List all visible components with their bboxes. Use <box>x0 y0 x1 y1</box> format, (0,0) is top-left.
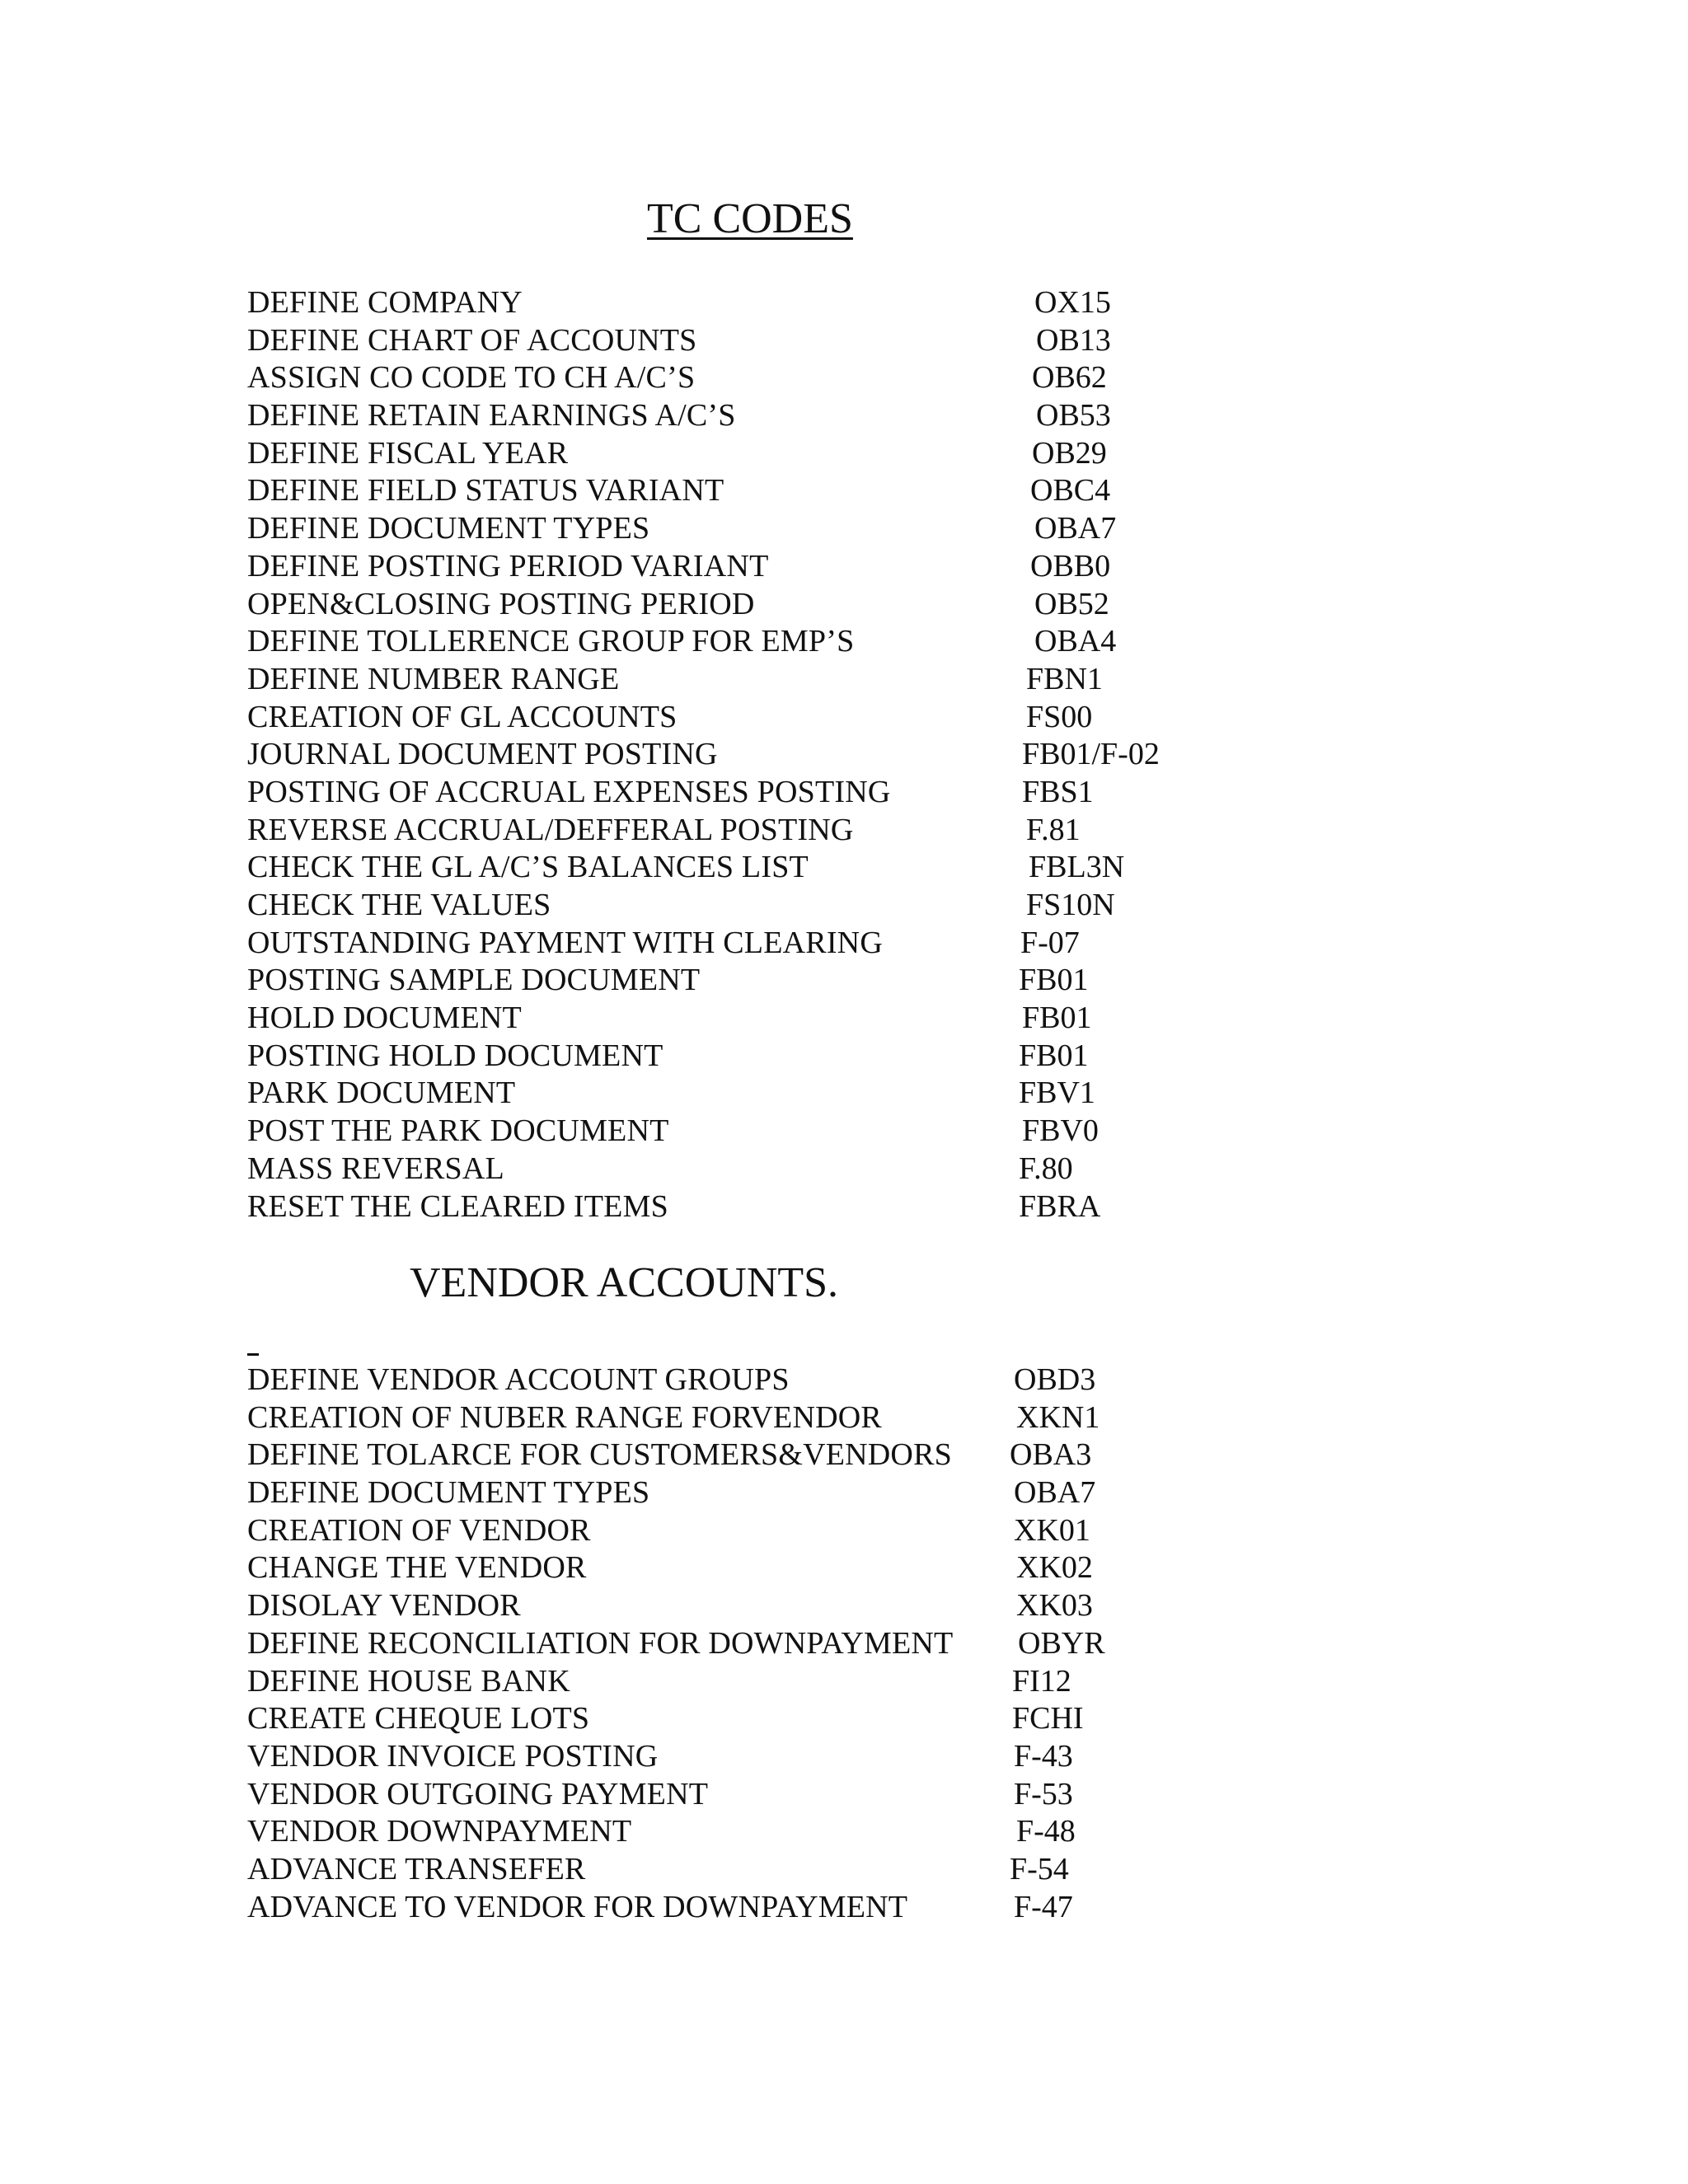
list-item <box>0 1587 1688 1625</box>
item-label: DISOLAY VENDOR <box>247 1588 521 1624</box>
section-title-vendor-accounts: VENDOR ACCOUNTS. <box>410 1259 839 1306</box>
list-item <box>0 397 1688 435</box>
item-code: F.81 <box>1026 812 1081 847</box>
item-label: CREATION OF NUBER RANGE FORVENDOR <box>247 1399 882 1435</box>
item-code: FCHI <box>1012 1701 1084 1736</box>
item-code: F.80 <box>1019 1151 1073 1186</box>
list-item <box>0 1512 1688 1550</box>
item-code: XKN1 <box>1016 1399 1100 1435</box>
vendor-accounts-list <box>0 1361 1688 1926</box>
list-item <box>0 1738 1688 1776</box>
list-item <box>0 774 1688 812</box>
list-item <box>0 736 1688 774</box>
item-label: DEFINE TOLARCE FOR CUSTOMERS&VENDORS <box>247 1437 952 1473</box>
item-code: F-43 <box>1014 1738 1073 1774</box>
list-item <box>0 699 1688 737</box>
list-item <box>0 1038 1688 1076</box>
item-label: DEFINE COMPANY <box>247 285 523 320</box>
item-label: CREATION OF GL ACCOUNTS <box>247 699 678 734</box>
item-label: POST THE PARK DOCUMENT <box>247 1113 669 1149</box>
item-label: POSTING OF ACCRUAL EXPENSES POSTING <box>247 774 891 809</box>
list-item <box>0 1813 1688 1851</box>
list-item <box>0 1075 1688 1113</box>
item-label: CHECK THE VALUES <box>247 888 551 922</box>
list-item <box>0 435 1688 473</box>
item-label: ASSIGN CO CODE TO CH A/C’S <box>247 360 696 396</box>
list-item <box>0 322 1688 360</box>
item-code: FBS1 <box>1022 774 1094 809</box>
list-item <box>0 1851 1688 1889</box>
item-code: OB29 <box>1032 435 1107 471</box>
item-code: F-47 <box>1014 1889 1073 1924</box>
item-code: FI12 <box>1012 1663 1071 1699</box>
list-item <box>0 472 1688 510</box>
item-label: DEFINE POSTING PERIOD VARIANT <box>247 548 769 583</box>
item-code: OBC4 <box>1030 473 1111 509</box>
list-item <box>0 1188 1688 1226</box>
item-code: FBN1 <box>1026 661 1103 696</box>
item-label: ADVANCE TO VENDOR FOR DOWNPAYMENT <box>247 1889 908 1924</box>
list-item <box>0 1361 1688 1399</box>
item-label: DEFINE FIELD STATUS VARIANT <box>247 473 724 509</box>
item-label: POSTING SAMPLE DOCUMENT <box>247 963 701 998</box>
list-item <box>0 586 1688 624</box>
item-code: OX15 <box>1034 285 1111 320</box>
item-code: OBYR <box>1018 1625 1105 1661</box>
list-item <box>0 887 1688 925</box>
item-code: OBA4 <box>1034 624 1117 659</box>
list-item <box>0 812 1688 850</box>
item-code: FB01 <box>1022 1001 1092 1036</box>
list-item <box>0 925 1688 963</box>
list-item <box>0 1113 1688 1151</box>
list-item <box>0 1151 1688 1188</box>
item-code: OB62 <box>1032 360 1107 396</box>
item-label: DEFINE RECONCILIATION FOR DOWNPAYMENT <box>247 1625 954 1661</box>
item-code: F-53 <box>1014 1776 1073 1811</box>
item-label: CHANGE THE VENDOR <box>247 1550 587 1586</box>
list-item <box>0 1776 1688 1814</box>
item-code: OB52 <box>1034 586 1109 621</box>
item-code: FBV0 <box>1022 1113 1099 1149</box>
item-label: VENDOR DOWNPAYMENT <box>247 1814 632 1849</box>
item-code: FB01 <box>1019 1038 1089 1073</box>
item-label: OUTSTANDING PAYMENT WITH CLEARING <box>247 925 883 960</box>
item-label: DEFINE NUMBER RANGE <box>247 661 620 696</box>
item-code: OBD3 <box>1014 1362 1096 1397</box>
item-label: RESET THE CLEARED ITEMS <box>247 1188 668 1224</box>
list-item <box>0 510 1688 548</box>
item-label: CREATION OF VENDOR <box>247 1512 591 1548</box>
list-item <box>0 1700 1688 1738</box>
item-label: DEFINE CHART OF ACCOUNTS <box>247 322 697 358</box>
list-item <box>0 548 1688 586</box>
item-label: VENDOR OUTGOING PAYMENT <box>247 1776 709 1811</box>
item-label: PARK DOCUMENT <box>247 1076 516 1111</box>
item-code: FS10N <box>1026 888 1115 922</box>
item-label: DEFINE HOUSE BANK <box>247 1663 570 1699</box>
list-item <box>0 1889 1688 1927</box>
item-code: OBA7 <box>1034 511 1117 546</box>
item-label: VENDOR INVOICE POSTING <box>247 1738 659 1774</box>
tc-codes-list <box>0 284 1688 1226</box>
list-item <box>0 962 1688 1000</box>
list-item <box>0 284 1688 322</box>
stray-dash-mark <box>247 1353 259 1356</box>
item-label: HOLD DOCUMENT <box>247 1001 522 1036</box>
item-code: FB01/F-02 <box>1022 737 1160 772</box>
item-label: ADVANCE TRANSEFER <box>247 1851 586 1886</box>
item-code: OBA3 <box>1010 1437 1092 1473</box>
list-item <box>0 1436 1688 1474</box>
item-code: FS00 <box>1026 699 1093 734</box>
item-code: FBV1 <box>1019 1076 1095 1111</box>
item-code: FBRA <box>1019 1188 1101 1224</box>
item-label: JOURNAL DOCUMENT POSTING <box>247 737 718 772</box>
item-label: REVERSE ACCRUAL/DEFFERAL POSTING <box>247 812 854 847</box>
item-code: F-54 <box>1010 1851 1069 1886</box>
item-code: FB01 <box>1019 963 1089 998</box>
item-label: DEFINE DOCUMENT TYPES <box>247 1475 650 1511</box>
item-label: CREATE CHEQUE LOTS <box>247 1701 590 1736</box>
item-label: DEFINE DOCUMENT TYPES <box>247 511 650 546</box>
list-item <box>0 1625 1688 1663</box>
item-code: F-07 <box>1020 925 1080 960</box>
item-label: POSTING HOLD DOCUMENT <box>247 1038 663 1073</box>
item-code: FBL3N <box>1029 850 1125 885</box>
item-code: XK03 <box>1016 1588 1093 1624</box>
item-label: DEFINE FISCAL YEAR <box>247 435 569 471</box>
item-label: MASS REVERSAL <box>247 1151 504 1186</box>
item-code: XK02 <box>1016 1550 1093 1586</box>
list-item <box>0 623 1688 661</box>
list-item <box>0 1474 1688 1512</box>
item-label: OPEN&CLOSING POSTING PERIOD <box>247 586 755 621</box>
list-item <box>0 1000 1688 1038</box>
list-item <box>0 849 1688 887</box>
list-item <box>0 1663 1688 1701</box>
list-item <box>0 359 1688 397</box>
list-item <box>0 1549 1688 1587</box>
item-code: F-48 <box>1016 1814 1076 1849</box>
item-code: OB13 <box>1036 322 1111 358</box>
item-code: OBB0 <box>1030 548 1111 583</box>
item-label: DEFINE VENDOR ACCOUNT GROUPS <box>247 1362 790 1397</box>
list-item <box>0 1399 1688 1437</box>
item-code: OBA7 <box>1014 1475 1096 1511</box>
item-code: OB53 <box>1036 398 1111 434</box>
item-label: DEFINE RETAIN EARNINGS A/C’S <box>247 398 736 434</box>
page-title: TC CODES <box>647 195 853 242</box>
item-label: DEFINE TOLLERENCE GROUP FOR EMP’S <box>247 624 855 659</box>
item-code: XK01 <box>1014 1512 1090 1548</box>
list-item <box>0 661 1688 699</box>
item-label: CHECK THE GL A/C’S BALANCES LIST <box>247 850 809 885</box>
